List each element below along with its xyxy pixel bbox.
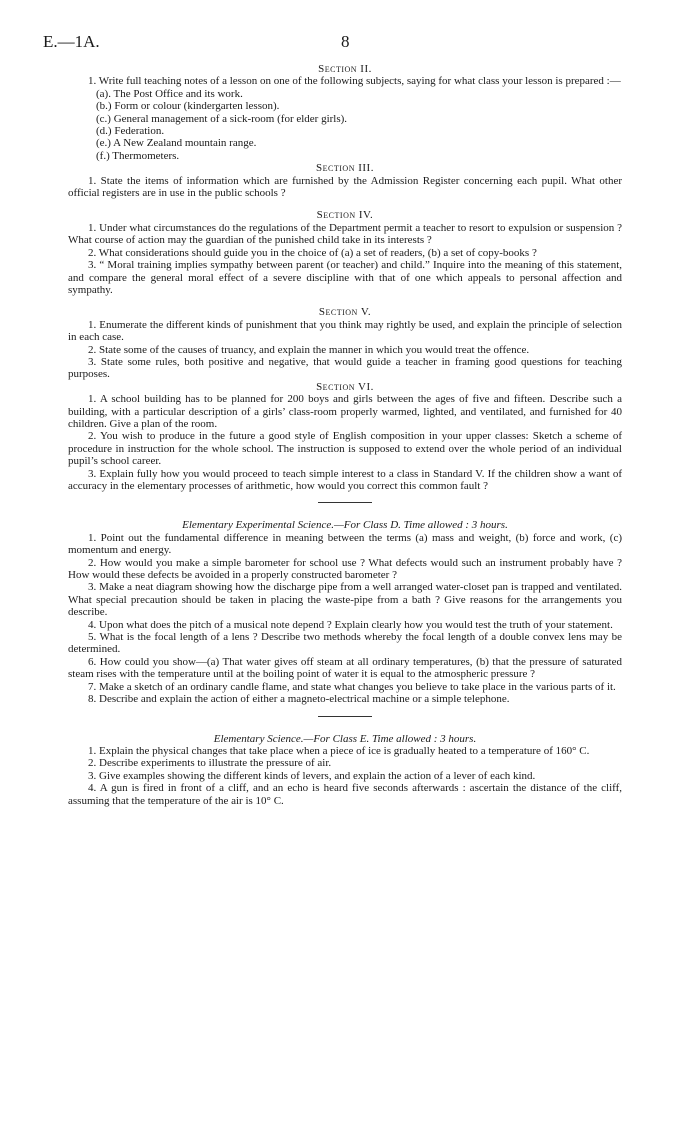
document-code: E.—1A. <box>43 32 100 51</box>
question: 3. Explain fully how you would proceed to teach simple interest to a class in Standard V. If the children show a want of accuracy in the elementary processes of arithmetic, how would you correct this common fault ? <box>68 467 622 492</box>
question: 4. Upon what does the pitch of a musical note depend ? Explain clearly how you would test the truth of your statement. <box>88 618 613 631</box>
question: 2. How would you make a simple barometer for school use ? What defects would such an instrument probably have ? How would these defects be avoided in a properly constructed barometer ? <box>68 556 622 582</box>
option: (c.) General management of a sick-room (for elder girls). <box>96 112 348 125</box>
question: 1. A school building has to be planned for 200 boys and girls between the ages of five and fifteen. Describe such a building, with a particular description of a girls’ class-room properly warmed, lighted, and ventilated, and furnished for 40 children. Give a plan of the room. <box>68 393 622 430</box>
question: 3. “ Moral training implies sympathy between parent (or teacher) and child.” Inquire into the meaning of this statement, and compare the general moral effect of a severe discipline with that of one which appeals to personal affection and sympathy. <box>68 259 622 296</box>
question: 2. What considerations should guide you in the choice of (a) a set of readers, (b) a set of copy-books ? <box>88 246 537 259</box>
option: (a). The Post Office and its work. <box>96 87 243 100</box>
question: 1. Write full teaching notes of a lesson on one of the following subjects, saying for what class your lesson is prepared :— <box>88 75 621 88</box>
question: 3. Make a neat diagram showing how the discharge pipe from a well arranged water-closet pan is trapped and ventilated. What special precaution should be taken in placing the waste-pipe from a bath ? Give reasons for the arrangements you describe. <box>68 581 622 619</box>
science-d-title: Elementary Experimental Science.—For Class D. Time allowed : 3 hours. <box>182 519 508 532</box>
question: 1. State the items of information which are furnished by the Admission Register concerning each pupil. What other official registers are in use in the public schools ? <box>68 174 622 200</box>
question: 3. State some rules, both positive and negative, that would guide a teacher in framing good questions for teaching purposes. <box>68 355 622 381</box>
question: 4. A gun is fired in front of a cliff, and an echo is heard five seconds afterwards : ascertain the distance of the cliff, assuming that the temperature of the air is 10° C. <box>68 782 622 807</box>
section-6-title: Section VI. <box>316 380 374 393</box>
question: 2. Describe experiments to illustrate the pressure of air. <box>88 757 332 770</box>
question: 8. Describe and explain the action of either a magneto-electrical machine or a simple telephone. <box>88 693 510 706</box>
science-e-title: Elementary Science.—For Class E. Time allowed : 3 hours. <box>213 732 477 745</box>
exam-content <box>68 63 622 807</box>
question: 1. Under what circumstances do the regulations of the Department permit a teacher to resort to expulsion or suspension ? What course of action may the guardian of the punished child take in its interests ? <box>68 221 622 247</box>
section-4-title: Section IV. <box>316 209 374 222</box>
section-5-title: Section V. <box>318 306 372 319</box>
section-3-title: Section III. <box>316 162 374 175</box>
question: 7. Make a sketch of an ordinary candle flame, and state what changes you believe to take place in the various parts of it. <box>88 680 616 693</box>
question: 1. Point out the fundamental difference in meaning between the terms (a) mass and weight, (b) force and work, (c) momentum and energy. <box>68 531 622 557</box>
question: 1. Explain the physical changes that take place when a piece of ice is gradually heated to a temperature of 160° C. <box>88 744 590 757</box>
option: (d.) Federation. <box>96 125 165 138</box>
question: 1. Enumerate the different kinds of punishment that you think may rightly be used, and explain the principle of selection in each case. <box>68 318 622 344</box>
question: 3. Give examples showing the different kinds of levers, and explain the action of a lever of each kind. <box>88 769 536 782</box>
page-number: 8 <box>341 32 350 51</box>
question: 2. You wish to produce in the future a good style of English composition in your upper classes: Sketch a scheme of procedure in instruction for the whole school. The instruction is supposed to extend over the whole period of an individual pupil’s school career. <box>68 430 622 468</box>
question: 6. How could you show—(a) That water gives off steam at all ordinary temperatures, (b) that the pressure of saturated steam rises with the temperature until at the boiling point of water it is equal to the atmospheric pressure ? <box>68 655 622 681</box>
section-2-title: Section II. <box>318 63 372 75</box>
question: 2. State some of the causes of truancy, and explain the manner in which you would treat the offence. <box>88 343 530 356</box>
option: (b.) Form or colour (kindergarten lesson). <box>96 100 280 113</box>
option: (f.) Thermometers. <box>96 149 180 162</box>
option: (e.) A New Zealand mountain range. <box>96 137 257 150</box>
question: 5. What is the focal length of a lens ? Describe two methods whereby the focal length of a double convex lens may be determined. <box>68 631 622 656</box>
